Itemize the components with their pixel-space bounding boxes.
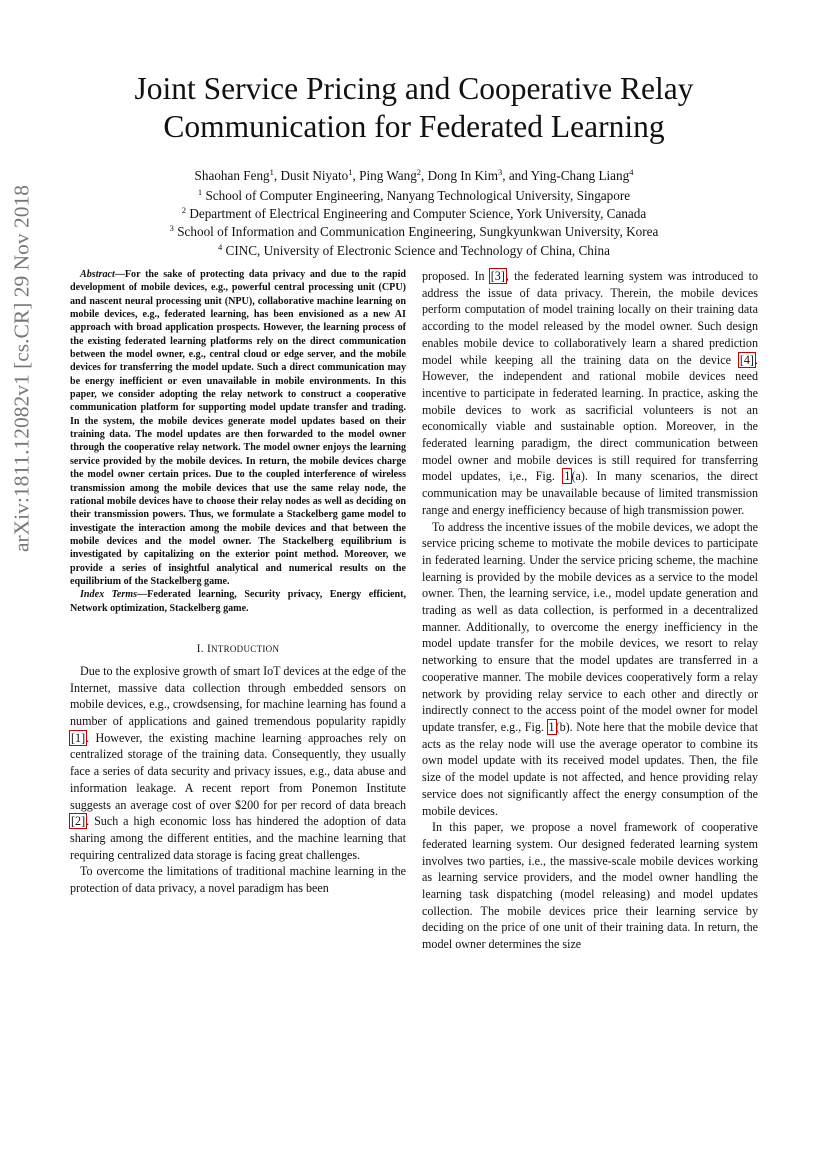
- author-name: , Dong In Kim: [421, 168, 498, 183]
- author-name: , and Ying-Chang Liang: [502, 168, 630, 183]
- author-name: , Dusit Niyato: [273, 168, 349, 183]
- paragraph-text: . However, the existing machine learning approaches rely on centralized storage of the training data. Consequently, they usually face a series of data security and privacy issues, e.g., data abuse and information leakage. A recent report from Ponemon Institute suggests an average cost of over $200 for per record of data breach: [70, 730, 406, 812]
- citation-link[interactable]: [3]: [490, 269, 505, 283]
- affiliation-mark: 1: [197, 187, 203, 197]
- affiliation-text: CINC, University of Electronic Science and Technology of China, China: [222, 243, 611, 258]
- paragraph-text: . However, the independent and rational mobile devices need incentive to participate in federated learning. In practice, asking the mobile devices to work as sacrificial volunteers is not an economically viable and sustainable option. Moreover, in the federated learning paradigm, the direct communication between model owner and mobile devices is still required for transferring model updates, i,e., Fig.: [422, 352, 758, 484]
- author-affil-mark: 1: [348, 167, 353, 177]
- paragraph-text: proposed. In: [422, 269, 490, 283]
- affiliation-mark: 4: [217, 242, 223, 252]
- paper-title: [60, 70, 768, 146]
- paragraph: In this paper, we propose a novel framework of cooperative federated learning system. Our designed federated learning system involves two parties, i.e., the massive-scale mobile devices working as learning service providers, and the model owner handling the learning task dispatching (model releasing) and model updates collection. The mobile devices price their learning service by deciding on the price of one unit of their training data. In return, the model owner determines the size: [422, 820, 758, 952]
- affiliation-mark: 2: [181, 205, 187, 215]
- author-affil-mark: 3: [497, 167, 503, 177]
- affiliation-mark: 3: [169, 223, 174, 233]
- figure-link[interactable]: 1: [548, 719, 555, 734]
- index-terms-label: Index Terms: [80, 589, 138, 601]
- paragraph-text: (a). In many scenarios, the direct communication may be unavailable because of limited transmission range and energy inefficiency because of high transmission power.: [422, 469, 758, 517]
- section-title-rest: NTRODUCTION: [210, 643, 280, 654]
- paragraph-text: (b). Note here that the mobile device that acts as the relay node will use the average operator to combine its own model update with its received model updates. Then, the file size of the model update is not affected, and hence providing relay service does not significantly affect the energy consumption of the mobile devices.: [422, 719, 758, 818]
- author-name: , Ping Wang: [352, 168, 417, 183]
- citation-link[interactable]: [1]: [71, 730, 86, 745]
- paragraph-text: To address the incentive issues of the mobile devices, we adopt the service pricing scheme to motivate the mobile devices to participate in federated learning. Under the service pricing scheme, the machine learning is provided by the mobile devices as a service to the model owner. Then, the learning service, i.e., model update generation and trading as well as data collection, is performed in a decentralized manner. Additionally, to overcome the energy inefficiency in the model update transfer for the mobile devices, we resort to relay networking to ensure that the model updates are transferred in a cooperative manner. The mobile devices cooperatively form a relay network by providing relay service to each other and directly or indirectly connect to the access point of the model owner for model update transfer, e.g., Fig.: [422, 519, 758, 734]
- figure-link[interactable]: 1: [564, 469, 571, 484]
- author-affil-mark: 1: [269, 167, 274, 177]
- paragraph: To overcome the limitations of traditional machine learning in the protection of data privacy, a novel paradigm has been: [70, 864, 406, 896]
- affiliation-text: School of Computer Engineering, Nanyang Technological University, Singapore: [202, 188, 631, 203]
- affiliation-text: Department of Electrical Engineering and Computer Science, York University, Canada: [186, 206, 647, 221]
- arxiv-stamp: [9, 184, 52, 553]
- left-column: [70, 268, 406, 897]
- paragraph-text: Due to the explosive growth of smart IoT devices at the edge of the Internet, massive data collection through embedded sensors on mobile devices, e.g., crowdsensing, for machine learning has found a number of applications and gained tremendous popularity rapidly: [70, 663, 406, 729]
- affiliation: [60, 223, 768, 241]
- affiliation-text: School of Information and Communication Engineering, Sungkyunkwan University, Korea: [173, 224, 659, 239]
- index-terms: [70, 588, 406, 615]
- abstract-label: Abstract: [80, 269, 115, 280]
- section-heading: [70, 643, 406, 655]
- affiliation: [60, 187, 768, 205]
- section-title-initial: I: [206, 642, 211, 655]
- author-list: [60, 167, 768, 185]
- arxiv-stamp-text: arXiv:1811.12082v1 [cs.CR] 29 Nov 2018: [9, 184, 34, 553]
- paragraph-text: . Such a high economic loss has hindered the adoption of data sharing among the different entities, and the machine learning that requiring centralized data storage is facing great challenges.: [70, 814, 406, 862]
- paragraph: [70, 663, 406, 863]
- index-terms-text: —Federated learning, Security privacy, Energy efficient, Network optimization, Stackelberg game.: [70, 589, 406, 614]
- abstract-text: —For the sake of protecting data privacy and due to the rapid development of mobile devices, e.g., powerful central processing unit (CPU) and nascent neural processing unit (NPU), collaborative machine learning on mobile devices, e.g., federated learning, has been envisioned as a new AI approach with broad application prospects. However, the learning process of the existing federated learning platforms rely on the direct communication between the model owner, e.g., central cloud or edge server, and the mobile devices for transferring the model update. Such a direct communication may be energy inefficient or even unavailable in mobile environments. In this paper, we consider adopting the relay network to construct a cooperative communication platform for supporting model update transfer and trading. In the system, the mobile devices generate model updates based on their training data. The model updates are then forwarded to the model owner through the cooperative relay network. The model owner enjoys the learning service provided by the mobile devices. In return, the mobile devices charge the model owner certain prices. Due to the coupled interference of wireless transmission among the mobile devices that use the same relay node, the rational mobile devices have to choose their relay nodes as well as deciding on their transmission powers. Thus, we formulate a Stackelberg game model to investigate the interaction among the mobile devices and that between the mobile devices and the model owner. The Stackelberg equilibrium is investigated by capitalizing on the exterior point method. Moreover, we provide a series of insightful analytical and numerical results on the equilibrium of the Stackelberg game.: [70, 269, 406, 587]
- title-line-2: Communication for Federated Learning: [163, 109, 665, 144]
- citation-link[interactable]: [2]: [71, 814, 86, 829]
- citation-link[interactable]: [4]: [739, 352, 754, 367]
- affiliation: [60, 242, 768, 260]
- author-name: Shaohan Feng: [194, 168, 270, 183]
- section-number: I.: [196, 642, 207, 655]
- paragraph: [422, 268, 758, 519]
- abstract: [70, 268, 406, 588]
- author-affil-mark: 4: [629, 167, 634, 177]
- affiliation: [60, 205, 768, 223]
- right-column: [422, 268, 758, 953]
- paragraph-text: , the federated learning system was introduced to address the issue of data privacy. Therein, the mobile devices perform computation of model training locally on their training data according to the model released by the model owner. Such design enables mobile device to collaboratively learn a shared prediction model while keeping all the training data on the device: [422, 269, 759, 367]
- author-affil-mark: 2: [416, 167, 422, 177]
- title-line-1: Joint Service Pricing and Cooperative Relay: [134, 71, 694, 106]
- paragraph: [422, 519, 758, 820]
